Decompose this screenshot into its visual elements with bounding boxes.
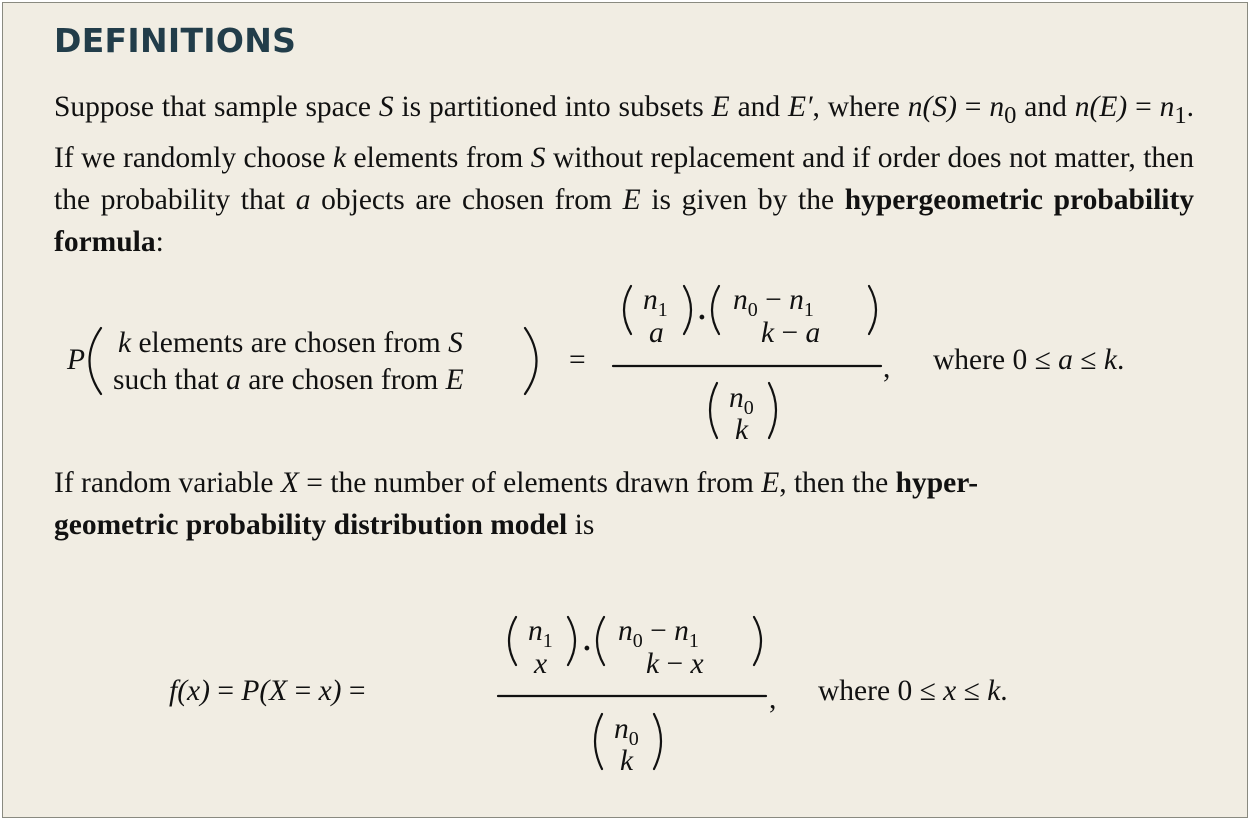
section-heading: DEFINITIONS [54,21,297,60]
distribution-model-formula: f(x) = P(X = x) = $n_1$ x · $n_0 - n_1$ k − x $n_0$ k , where 0 ≤ x ≤ k. [3,609,1249,779]
binom2-paren-right [754,617,761,665]
paren-right-event [525,328,537,394]
formula1-condition: where 0 ≤ a ≤ k. [933,344,1125,376]
paren-left-event [90,328,102,394]
binom1-paren-right [684,286,691,334]
event-line-1: k elements are chosen from S [118,327,463,359]
binom3-paren-right [769,383,776,438]
term-distribution-model: geometric probability distribution model [54,509,568,541]
binom3-paren-right [654,714,661,769]
binom2-paren-right [869,286,876,334]
binom1-paren-left [624,286,631,334]
hypergeometric-formula: P k elements are chosen from S such that a are chosen from E = $n_1$ a · $n_0 - n_1$ k − a $n_0$ k , where 0 ≤ a ≤ k. [3,278,1249,448]
formula2-lhs: f(x) = P(X = x) = [169,675,366,707]
binom1-paren-left [509,617,516,665]
intro-paragraph: Suppose that sample space S is partitioned into subsets E and E′, where $n(S) = n_0$ and $n(E) = n_1$. If we randomly choose k elements from S without replacement and if order does not matter, then the probability that a objects are chosen from E is given by the hypergeometric probability formula: [54,91,1195,258]
middle-paragraph: If random variable X = the number of elements drawn from E, then the hyper- geometric probability distribution model is [54,467,979,541]
formula2-condition: where 0 ≤ x ≤ k. [818,675,1008,707]
binom2-paren-left [597,617,604,665]
definitions-box [2,2,1248,818]
binom3-paren-left [710,383,717,438]
event-line-2: such that a are chosen from E [113,364,464,396]
binom3-paren-left [595,714,602,769]
binom1-paren-right [568,617,575,665]
binom2-paren-left [712,286,719,334]
term-hypergeometric-formula: hypergeometric probability formula [54,183,1195,258]
